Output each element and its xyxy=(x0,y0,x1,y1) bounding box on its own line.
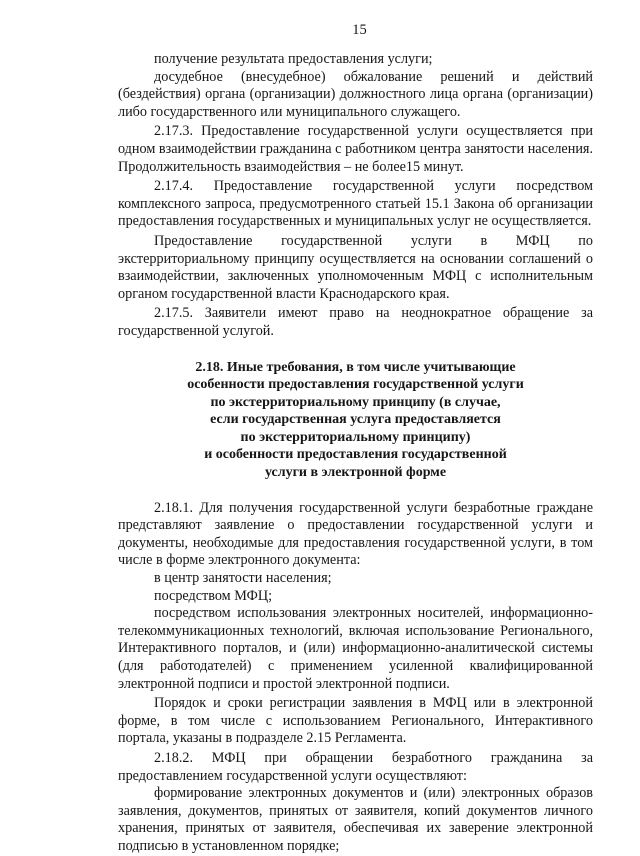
section-heading-line: услуги в электронной форме xyxy=(264,465,447,481)
list-item-electronic-means: посредством использования электронных носителей, информационно-телекоммуникационных технологий, включая использование Регионального, Интерактивного порталов, и (или) информационно-аналитической системы (для работодателей) с применением усиленной квалифицированной электронной подписи и простой электронной подписи. xyxy=(118,605,593,692)
list-item-employment-center: в центр занятости населения; xyxy=(154,570,332,587)
section-heading-line: по экстерриториальному принципу (в случае, xyxy=(210,394,501,410)
paragraph-2-17-3: 2.17.3. Предоставление государственной услуги осуществляется при одном взаимодействии гражданина с работником центра занятости населения. Продолжительность взаимодействия – не более15 минут. xyxy=(118,123,593,175)
section-heading-line: если государственная услуга предоставляется xyxy=(210,412,501,428)
paragraph-2-18-1: 2.18.1. Для получения государственной услуги безработные граждане представляют заявление о предоставлении государственной услуги и документы, необходимые для предоставления государственной услуги, в том числе в форме электронного документа: xyxy=(118,499,593,569)
paragraph-electronic-documents: формирование электронных документов и (или) электронных образов заявления, документов, принятых от заявителя, копий документов личного хранения, принятых от заявителя, обеспечивая их заверение электронной подписью в установленном порядке; xyxy=(118,785,593,854)
section-heading-line: и особенности предоставления государственной xyxy=(204,447,507,463)
paragraph-appeal: досудебное (внесудебное) обжалование решений и действий (бездействия) органа (организации) должностного лица органа (организации) либо государственного или муниципального служащего. xyxy=(118,68,593,120)
section-heading-line: по экстерриториальному принципу) xyxy=(240,429,471,445)
paragraph-2-18-2: 2.18.2. МФЦ при обращении безработного гражданина за предоставлением государственной услуги осуществляют: xyxy=(118,749,593,784)
paragraph-result: получение результата предоставления услуги; xyxy=(154,51,433,67)
paragraph-registration-order: Порядок и сроки регистрации заявления в МФЦ или в электронной форме, в том числе с использованием Регионального, Интерактивного портала, указаны в подразделе 2.15 Регламента. xyxy=(118,695,593,747)
paragraph-2-17-5: 2.17.5. Заявители имеют право на неоднократное обращение за государственной услугой. xyxy=(118,305,593,339)
paragraph-2-17-4: 2.17.4. Предоставление государственной услуги посредством комплексного запроса, предусмотренного статьей 15.1 Закона об организации предоставления государственных и муниципальных услуг не осуществляется. xyxy=(118,178,593,230)
section-heading-line: особенности предоставления государственной услуги xyxy=(187,377,524,393)
section-heading-2-18 xyxy=(118,359,593,482)
list-item-mfc: посредством МФЦ; xyxy=(154,587,273,604)
section-heading-line: 2.18. Иные требования, в том числе учитывающие xyxy=(195,359,516,375)
page-number: 15 xyxy=(352,22,367,38)
paragraph-mfc-extraterritorial: Предоставление государственной услуги в МФЦ по экстерриториальному принципу осуществляется на основании соглашений о взаимодействии, заключенных уполномоченным МФЦ с исполнительным органом государственной власти Краснодарского края. xyxy=(118,232,593,302)
